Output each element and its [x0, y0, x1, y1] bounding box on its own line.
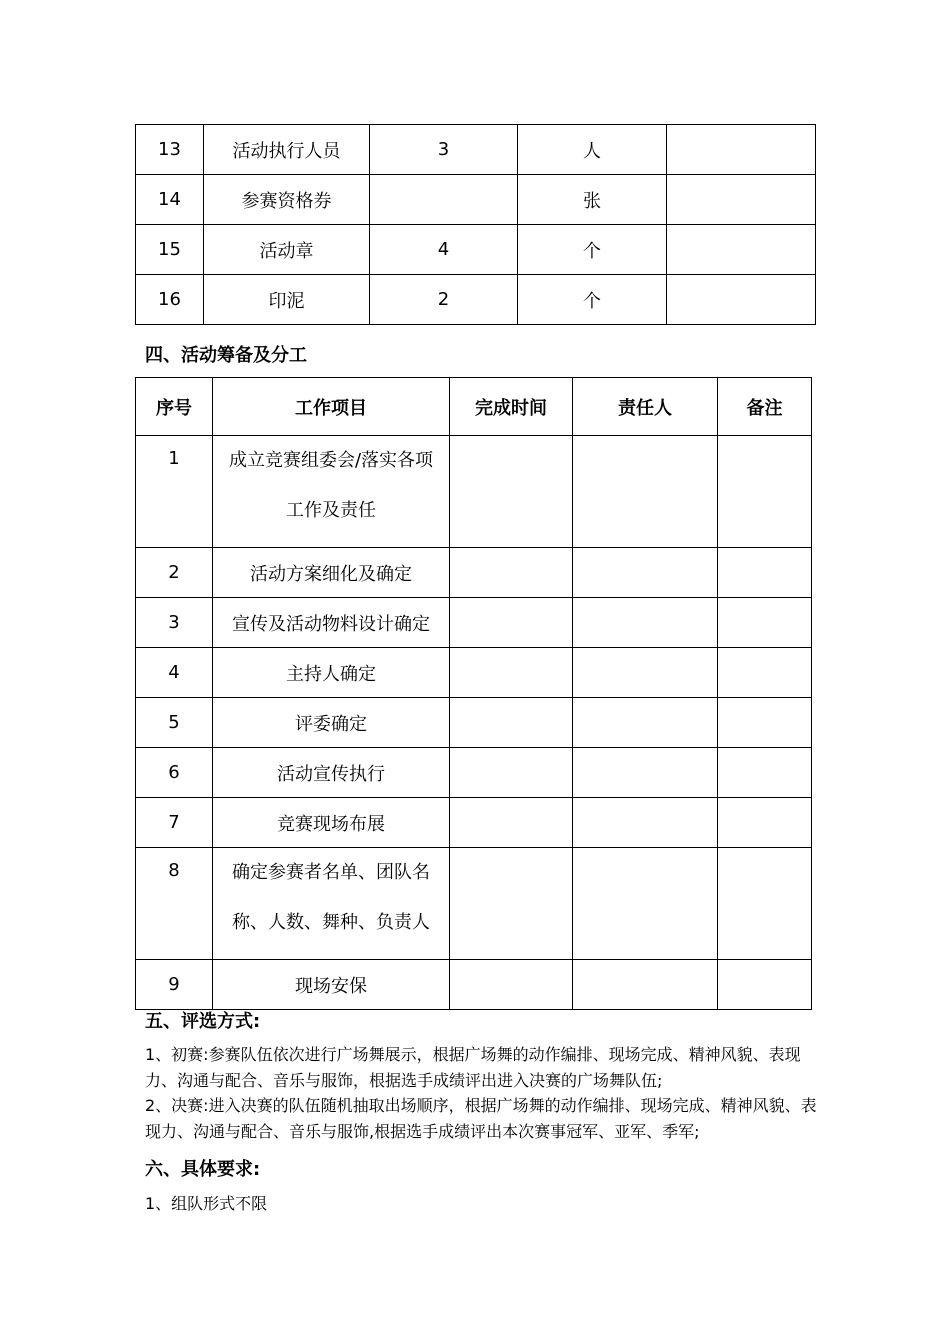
item-quantity: 3 — [370, 125, 518, 175]
requirement-1-paragraph: 1、组队形式不限 — [145, 1194, 268, 1213]
item-name: 参赛资格券 — [204, 175, 370, 225]
row-number: 9 — [136, 960, 213, 1010]
task-assignment-table — [135, 377, 812, 1010]
table-row — [136, 548, 812, 598]
table-row — [136, 698, 812, 748]
item-name: 印泥 — [204, 275, 370, 325]
table-row — [136, 748, 812, 798]
responsible-cell — [573, 848, 718, 960]
header-remarks: 备注 — [718, 378, 812, 436]
responsible-cell — [573, 748, 718, 798]
preliminary-round-paragraph: 1、初赛:参赛队伍依次进行广场舞展示，根据广场舞的动作编排、现场完成、精神风貌、表现力、沟通与配合、音乐与服饰，根据选手成绩评出进入决赛的广场舞队伍; — [145, 1045, 801, 1090]
row-number: 3 — [136, 598, 213, 648]
row-number: 5 — [136, 698, 213, 748]
row-number: 16 — [136, 275, 204, 325]
header-completion-time: 完成时间 — [450, 378, 573, 436]
table-row — [136, 225, 816, 275]
item-unit: 张 — [518, 175, 667, 225]
completion-time-cell — [450, 436, 573, 548]
work-item-line: 工作及责任 — [286, 500, 376, 521]
item-quantity: 4 — [370, 225, 518, 275]
remarks-cell — [718, 748, 812, 798]
completion-time-cell — [450, 548, 573, 598]
work-item: 活动方案细化及确定 — [213, 548, 450, 598]
responsible-cell — [573, 960, 718, 1010]
work-item: 竞赛现场布展 — [213, 798, 450, 848]
row-number: 14 — [136, 175, 204, 225]
row-number: 1 — [136, 436, 213, 548]
completion-time-cell — [450, 748, 573, 798]
row-number: 13 — [136, 125, 204, 175]
table-header-row — [136, 378, 812, 436]
work-item: 主持人确定 — [213, 648, 450, 698]
item-note — [667, 225, 816, 275]
item-note — [667, 125, 816, 175]
responsible-cell — [573, 648, 718, 698]
work-item — [213, 848, 450, 960]
completion-time-cell — [450, 960, 573, 1010]
table-row — [136, 648, 812, 698]
materials-table — [135, 124, 816, 325]
row-number: 4 — [136, 648, 213, 698]
table-row — [136, 175, 816, 225]
table-row — [136, 848, 812, 960]
work-item: 活动宣传执行 — [213, 748, 450, 798]
section-6-heading: 六、具体要求: — [145, 1159, 261, 1180]
completion-time-cell — [450, 848, 573, 960]
row-number: 15 — [136, 225, 204, 275]
work-item: 宣传及活动物料设计确定 — [213, 598, 450, 648]
remarks-cell — [718, 698, 812, 748]
remarks-cell — [718, 548, 812, 598]
responsible-cell — [573, 436, 718, 548]
row-number: 6 — [136, 748, 213, 798]
item-note — [667, 275, 816, 325]
work-item: 现场安保 — [213, 960, 450, 1010]
item-unit: 个 — [518, 225, 667, 275]
remarks-cell — [718, 648, 812, 698]
final-round-paragraph: 2、决赛:进入决赛的队伍随机抽取出场顺序，根据广场舞的动作编排、现场完成、精神风貌、表现力、沟通与配合、音乐与服饰,根据选手成绩评出本次赛事冠军、亚军、季军; — [145, 1096, 817, 1141]
responsible-cell — [573, 548, 718, 598]
responsible-cell — [573, 798, 718, 848]
table-row — [136, 275, 816, 325]
work-item: 评委确定 — [213, 698, 450, 748]
item-unit: 个 — [518, 275, 667, 325]
table-row — [136, 598, 812, 648]
row-number: 7 — [136, 798, 213, 848]
remarks-cell — [718, 960, 812, 1010]
remarks-cell — [718, 848, 812, 960]
header-work-item: 工作项目 — [213, 378, 450, 436]
completion-time-cell — [450, 598, 573, 648]
table-row — [136, 436, 812, 548]
table-row — [136, 960, 812, 1010]
section-5-heading: 五、评选方式: — [145, 1011, 261, 1032]
work-item — [213, 436, 450, 548]
item-unit: 人 — [518, 125, 667, 175]
table-row — [136, 125, 816, 175]
item-name: 活动章 — [204, 225, 370, 275]
item-note — [667, 175, 816, 225]
header-number: 序号 — [136, 378, 213, 436]
completion-time-cell — [450, 698, 573, 748]
work-item-line: 确定参赛者名单、团队名 — [232, 862, 430, 883]
row-number: 8 — [136, 848, 213, 960]
completion-time-cell — [450, 798, 573, 848]
work-item-line: 成立竞赛组委会/落实各项 — [228, 450, 434, 471]
remarks-cell — [718, 798, 812, 848]
item-name: 活动执行人员 — [204, 125, 370, 175]
work-item-line: 称、人数、舞种、负责人 — [232, 912, 430, 933]
header-responsible-person: 责任人 — [573, 378, 718, 436]
completion-time-cell — [450, 648, 573, 698]
section-4-heading: 四、活动筹备及分工 — [145, 345, 307, 366]
row-number: 2 — [136, 548, 213, 598]
responsible-cell — [573, 598, 718, 648]
item-quantity — [370, 175, 518, 225]
table-row — [136, 798, 812, 848]
remarks-cell — [718, 598, 812, 648]
remarks-cell — [718, 436, 812, 548]
item-quantity: 2 — [370, 275, 518, 325]
responsible-cell — [573, 698, 718, 748]
